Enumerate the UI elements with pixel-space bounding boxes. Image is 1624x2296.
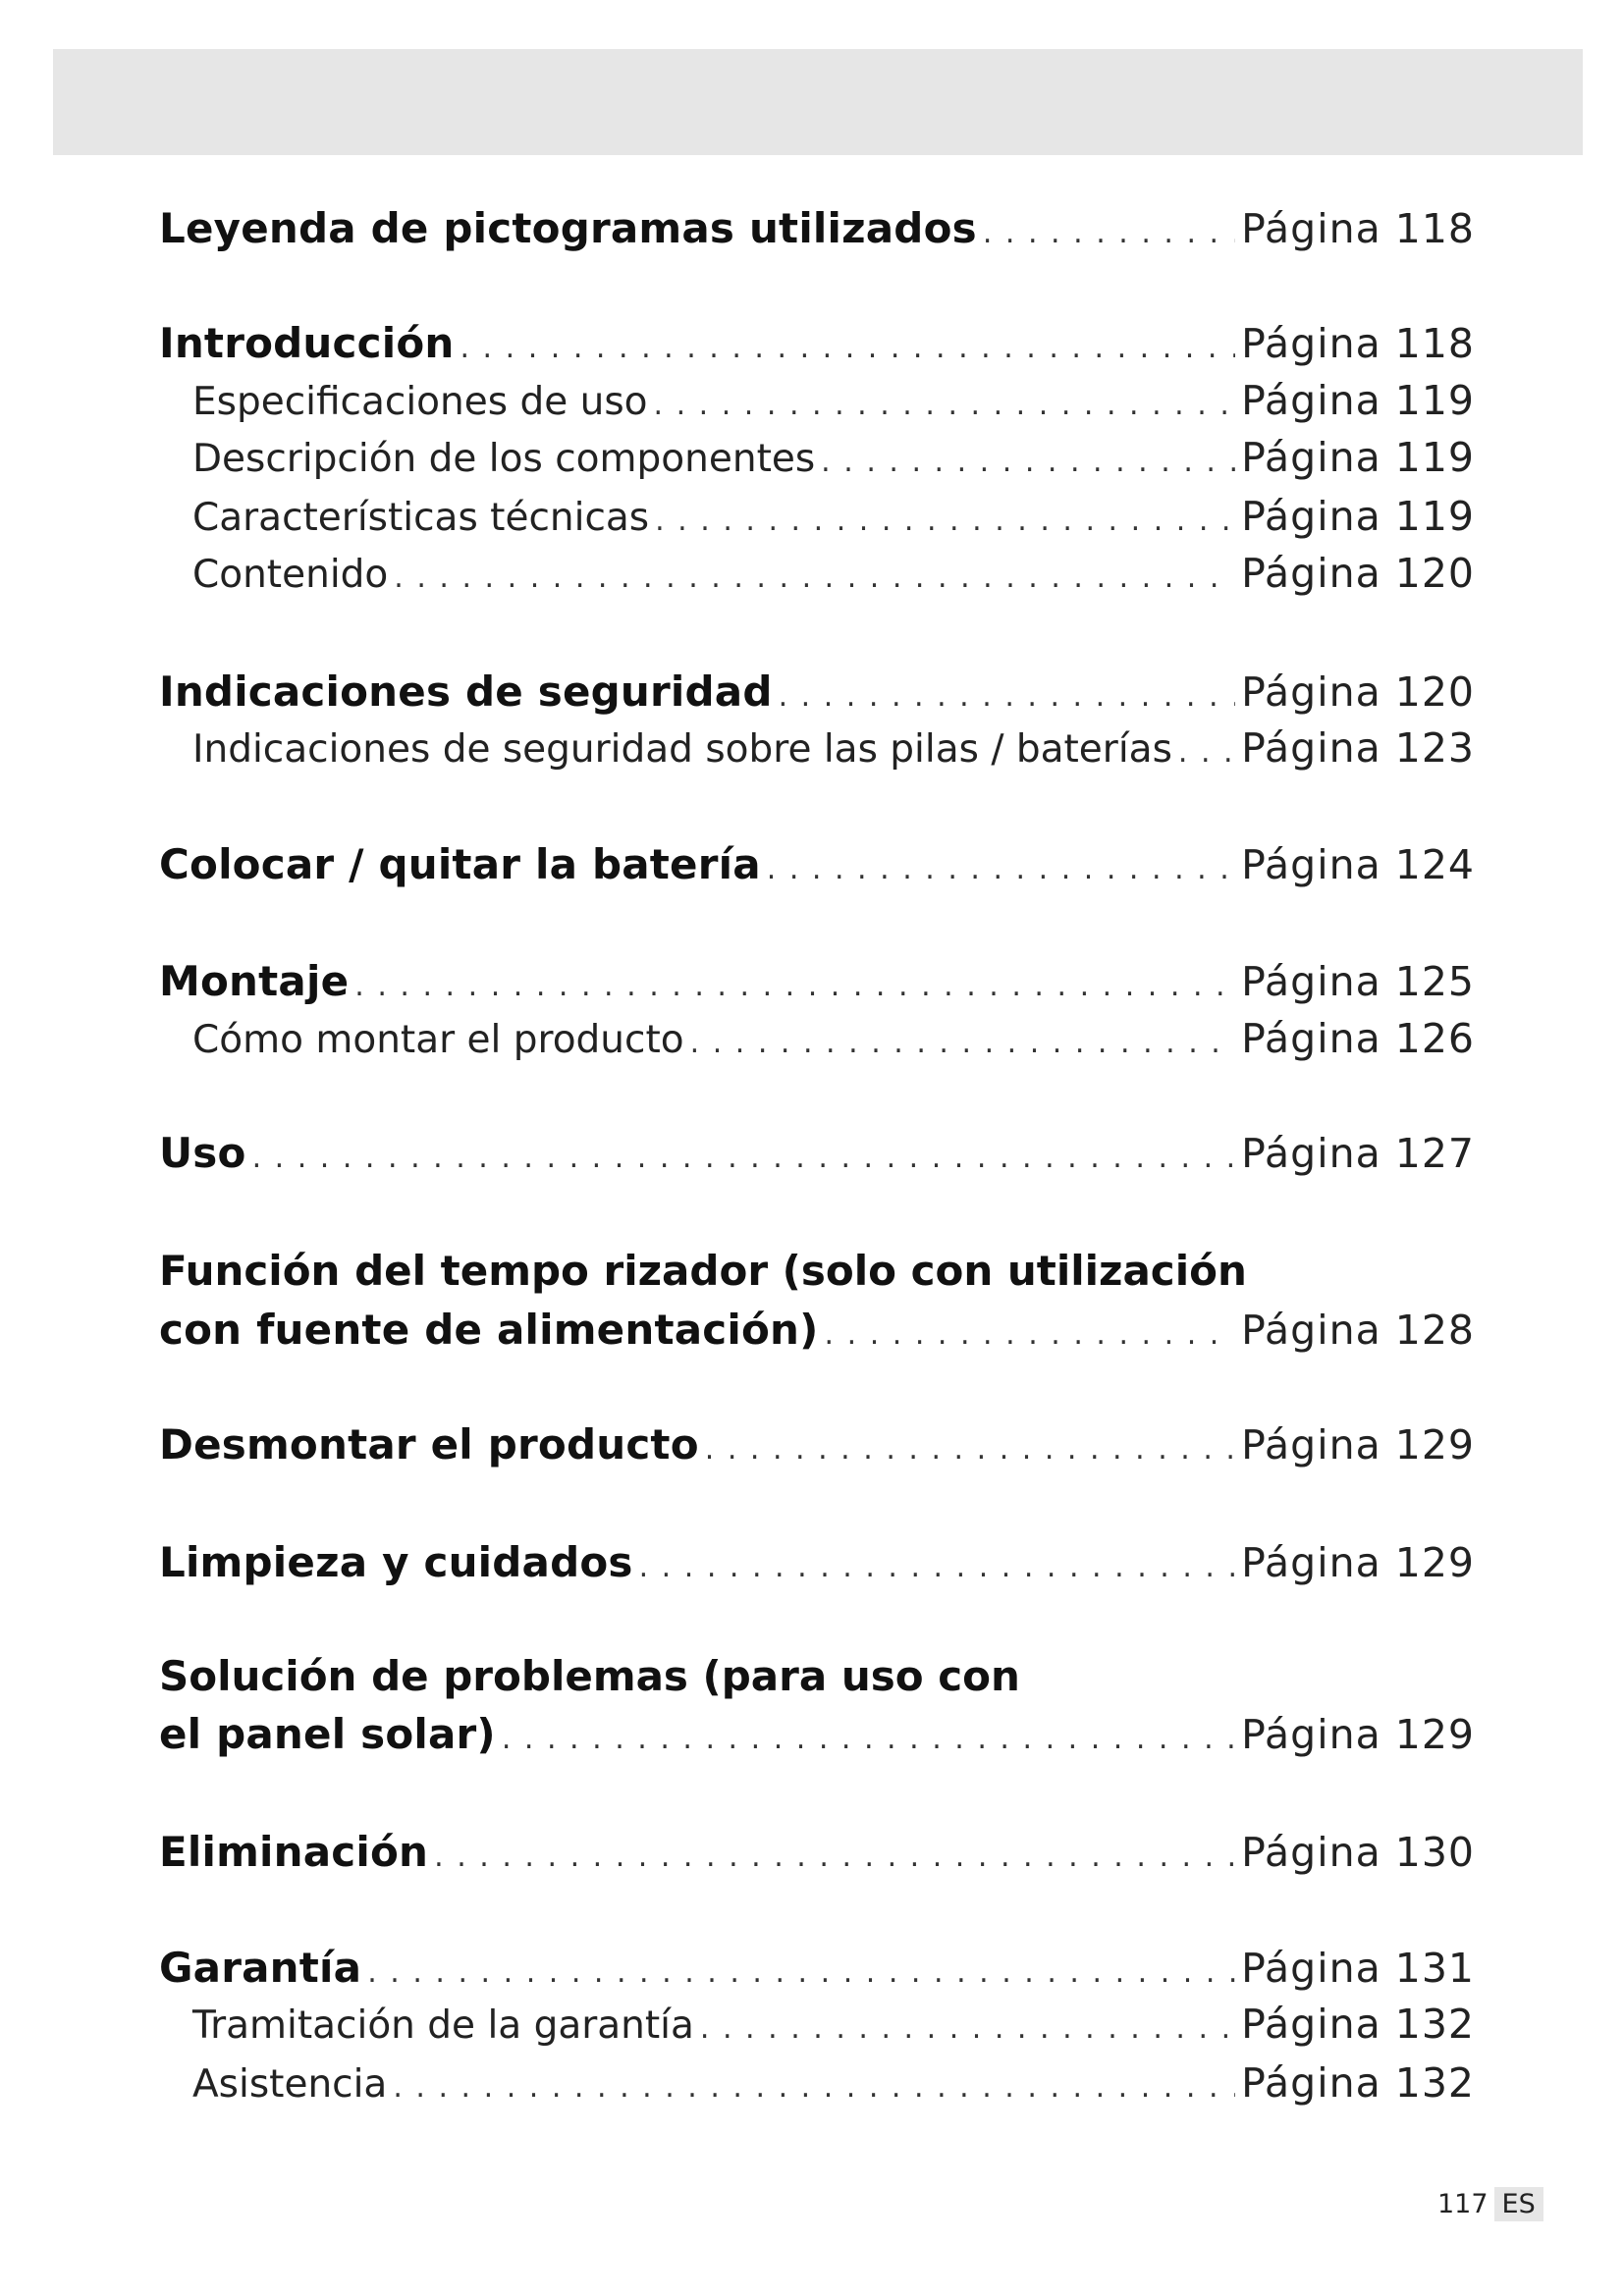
toc-entry-title: Indicaciones de seguridad sobre las pilas / baterías bbox=[192, 727, 1172, 772]
dot-leader bbox=[252, 1141, 1236, 1175]
toc-entry-title: Uso bbox=[159, 1129, 246, 1177]
toc-entry-page: Página 131 bbox=[1241, 1945, 1475, 1992]
dot-leader bbox=[821, 445, 1235, 479]
dot-leader bbox=[460, 331, 1235, 365]
toc-subentry-asistencia[interactable] bbox=[192, 2059, 1475, 2118]
toc-entry-title: Montaje bbox=[159, 957, 350, 1005]
dot-leader bbox=[767, 852, 1235, 886]
dot-leader bbox=[825, 1317, 1236, 1352]
dot-leader bbox=[700, 2011, 1235, 2046]
toc-entry-eliminacion[interactable] bbox=[159, 1828, 1475, 1887]
toc-entry-title: Especificaciones de uso bbox=[192, 380, 648, 424]
toc-entry-indicaciones[interactable] bbox=[159, 667, 1475, 726]
toc-entry-title: Colocar / quitar la batería bbox=[159, 840, 761, 888]
toc-entry-page: Página 128 bbox=[1241, 1307, 1475, 1354]
toc-entry-montaje[interactable] bbox=[159, 957, 1475, 1016]
toc-entry-page: Página 118 bbox=[1241, 320, 1475, 367]
dot-leader bbox=[983, 216, 1235, 250]
toc-entry-page: Página 132 bbox=[1241, 2001, 1475, 2048]
dot-leader bbox=[705, 1432, 1235, 1467]
dot-leader bbox=[655, 504, 1235, 538]
toc-entry-solucion[interactable] bbox=[159, 1710, 1475, 1769]
toc-subentry-pilas[interactable] bbox=[192, 724, 1475, 783]
toc-entry-title: Descripción de los componentes bbox=[192, 437, 816, 481]
dot-leader bbox=[434, 1840, 1235, 1874]
toc-entry-funcion-line1: Función del tempo rizador (solo con utilización bbox=[159, 1247, 1247, 1295]
toc-entry-page: Página 123 bbox=[1241, 724, 1475, 772]
dot-leader bbox=[354, 969, 1235, 1003]
toc-entry-page: Página 125 bbox=[1241, 958, 1475, 1005]
dot-leader bbox=[779, 679, 1236, 714]
toc-entry-page: Página 126 bbox=[1241, 1015, 1475, 1062]
toc-entry-title: Características técnicas bbox=[192, 496, 650, 540]
toc-subentry-tramitacion[interactable] bbox=[192, 2001, 1475, 2059]
toc-entry-title: Tramitación de la garantía bbox=[192, 2003, 694, 2048]
toc-entry-title: Leyenda de pictogramas utilizados bbox=[159, 204, 977, 252]
toc-subentry-especificaciones[interactable] bbox=[192, 377, 1475, 436]
toc-subentry-montar[interactable] bbox=[192, 1015, 1475, 1074]
toc-entry-title: Asistencia bbox=[192, 2062, 388, 2107]
toc-subentry-descripcion[interactable] bbox=[192, 434, 1475, 493]
page-number: 117 bbox=[1437, 2188, 1489, 2219]
toc-entry-introduccion[interactable] bbox=[159, 319, 1475, 378]
toc-entry-garantia[interactable] bbox=[159, 1944, 1475, 2002]
toc-entry-page: Página 127 bbox=[1241, 1130, 1475, 1177]
dot-leader bbox=[393, 2070, 1235, 2105]
toc-entry-page: Página 132 bbox=[1241, 2059, 1475, 2107]
toc-entry-desmontar[interactable] bbox=[159, 1420, 1475, 1479]
toc-entry-funcion[interactable] bbox=[159, 1306, 1475, 1364]
toc-entry-page: Página 130 bbox=[1241, 1829, 1475, 1876]
toc-entry-page: Página 129 bbox=[1241, 1711, 1475, 1758]
toc-entry-bateria[interactable] bbox=[159, 840, 1475, 899]
toc-subentry-contenido[interactable] bbox=[192, 550, 1475, 609]
toc-entry-title: el panel solar) bbox=[159, 1710, 496, 1758]
language-badge: ES bbox=[1494, 2187, 1543, 2221]
toc-entry-page: Página 119 bbox=[1241, 377, 1475, 424]
toc-entry-page: Página 120 bbox=[1241, 550, 1475, 597]
dot-leader bbox=[690, 1026, 1236, 1060]
toc-entry-page: Página 120 bbox=[1241, 668, 1475, 716]
toc-entry-page: Página 129 bbox=[1241, 1539, 1475, 1586]
toc-entry-title: Limpieza y cuidados bbox=[159, 1538, 633, 1586]
toc-entry-title: Indicaciones de seguridad bbox=[159, 667, 773, 716]
dot-leader bbox=[639, 1550, 1236, 1584]
toc-subentry-caracteristicas[interactable] bbox=[192, 493, 1475, 552]
toc-entry-solucion-line1: Solución de problemas (para uso con bbox=[159, 1652, 1020, 1700]
toc-entry-title: Desmontar el producto bbox=[159, 1420, 699, 1468]
dot-leader bbox=[367, 1955, 1235, 1990]
toc-entry-uso[interactable] bbox=[159, 1129, 1475, 1188]
toc-entry-title: con fuente de alimentación) bbox=[159, 1306, 819, 1354]
dot-leader bbox=[654, 388, 1236, 422]
toc-entry-title: Garantía bbox=[159, 1944, 362, 1992]
toc-entry-leyenda[interactable] bbox=[159, 204, 1475, 263]
toc-entry-title: Introducción bbox=[159, 319, 455, 367]
toc-entry-page: Página 119 bbox=[1241, 434, 1475, 481]
toc-entry-page: Página 124 bbox=[1241, 841, 1475, 888]
toc-entry-page: Página 129 bbox=[1241, 1421, 1475, 1468]
toc-entry-page: Página 118 bbox=[1241, 205, 1475, 252]
toc-entry-limpieza[interactable] bbox=[159, 1538, 1475, 1597]
toc-entry-page: Página 119 bbox=[1241, 493, 1475, 540]
page-footer bbox=[1437, 2185, 1543, 2222]
dot-leader bbox=[1178, 735, 1235, 770]
toc-entry-title: Cómo montar el producto bbox=[192, 1018, 684, 1062]
dot-leader bbox=[394, 561, 1235, 595]
toc-entry-title: Contenido bbox=[192, 553, 389, 597]
dot-leader bbox=[502, 1722, 1235, 1756]
toc-entry-title: Eliminación bbox=[159, 1828, 429, 1876]
